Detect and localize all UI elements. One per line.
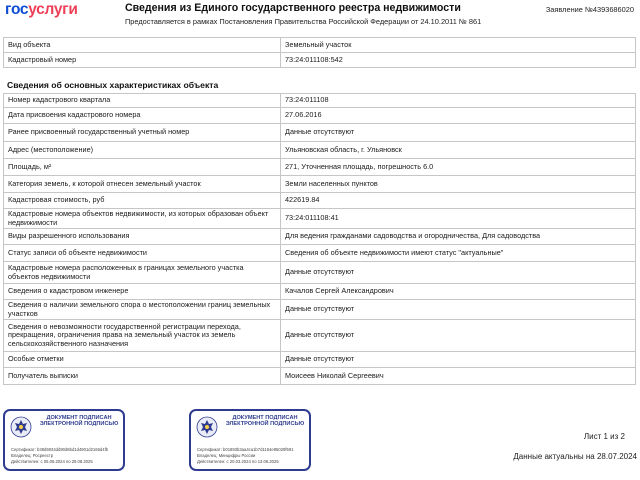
coat-of-arms-icon	[10, 416, 32, 438]
signature-stamp-mintsifry	[189, 409, 311, 471]
table-row	[4, 38, 636, 53]
field-value: Для ведения гражданами садоводства и огородничества, Для садоводства	[281, 229, 636, 245]
page-number: Лист 1 из 2	[583, 432, 625, 441]
table-row	[4, 108, 636, 124]
field-value: Земельный участок	[281, 38, 636, 53]
signature-stamp-rosreestr	[3, 409, 125, 471]
coat-of-arms-icon	[196, 416, 218, 438]
field-value: Моисеев Николай Сергеевич	[281, 368, 636, 385]
field-label: Ранее присвоенный государственный учетный номер	[4, 124, 281, 142]
table-row	[4, 209, 636, 229]
document-title: Сведения из Единого государственного реестра недвижимости	[125, 2, 461, 14]
table-row	[4, 262, 636, 284]
field-value: Земли населенных пунктов	[281, 176, 636, 193]
field-value: Ульяновская область, г. Ульяновск	[281, 142, 636, 159]
characteristics-table	[3, 93, 636, 385]
section-title: Сведения об основных характеристиках объекта	[7, 80, 219, 90]
table-row	[4, 284, 636, 300]
field-label: Кадастровые номера расположенных в границах земельного участка объектов недвижимости	[4, 262, 281, 284]
table-row	[4, 94, 636, 108]
field-label: Виды разрешенного использования	[4, 229, 281, 245]
gosuslugi-logo: госуслуги	[5, 1, 78, 18]
field-label: Сведения о кадастровом инженере	[4, 284, 281, 300]
field-value: 73:24:011108	[281, 94, 636, 108]
field-label: Сведения о невозможности государственной регистрации перехода, прекращения, ограничения права на земельный участок из земель сельскохозяйственного назначения	[4, 320, 281, 352]
field-label: Кадастровая стоимость, руб	[4, 193, 281, 209]
field-label: Кадастровые номера объектов недвижимости, из которых образован объект недвижимости	[4, 209, 281, 229]
field-value: 27.06.2016	[281, 108, 636, 124]
table-row	[4, 124, 636, 142]
stamp-owner: Владелец: Минцифры России	[197, 453, 256, 458]
field-label: Площадь, м²	[4, 159, 281, 176]
field-value: 271, Уточненная площадь, погрешность 6.0	[281, 159, 636, 176]
field-label: Сведения о наличии земельного спора о местоположении границ земельных участков	[4, 300, 281, 320]
table-row	[4, 53, 636, 68]
field-label: Кадастровый номер	[4, 53, 281, 68]
field-value: Сведения об объекте недвижимости имеют статус "актуальные"	[281, 245, 636, 262]
table-row	[4, 368, 636, 385]
table-row	[4, 229, 636, 245]
field-label: Особые отметки	[4, 352, 281, 368]
field-value: Данные отсутствуют	[281, 320, 636, 352]
table-row	[4, 142, 636, 159]
document-header	[0, 0, 640, 30]
stamp-heading: ДОКУМЕНТ ПОДПИСАН ЭЛЕКТРОННОЙ ПОДПИСЬЮ	[39, 415, 119, 428]
field-value: Данные отсутствуют	[281, 124, 636, 142]
document-subtitle: Предоставляется в рамках Постановления Правительства Российской Федерации от 24.10.2011 № 861	[125, 17, 482, 26]
object-table	[3, 37, 636, 68]
statement-number: Заявление №4393686020	[545, 5, 634, 14]
stamp-certificate: Сертификат: b01893b3aa4ca1b7d1164e95029f591	[197, 447, 294, 452]
stamp-heading: ДОКУМЕНТ ПОДПИСАН ЭЛЕКТРОННОЙ ПОДПИСЬЮ	[225, 415, 305, 428]
field-value: Качалов Сергей Александрович	[281, 284, 636, 300]
stamp-owner: Владелец: Росреестр	[11, 453, 54, 458]
field-label: Номер кадастрового квартала	[4, 94, 281, 108]
table-row	[4, 159, 636, 176]
field-value: Данные отсутствуют	[281, 300, 636, 320]
field-value: 73:24:011108:542	[281, 53, 636, 68]
table-row	[4, 176, 636, 193]
data-actuality-date: Данные актуальны на 28.07.2024	[513, 452, 637, 461]
table-row	[4, 245, 636, 262]
stamp-validity: Действителен: с 20.03.2024 по 13.06.2025	[197, 459, 279, 464]
table-row	[4, 193, 636, 209]
stamp-validity: Действителен: с 05.06.2024 по 29.08.2025	[11, 459, 93, 464]
field-label: Дата присвоения кадастрового номера	[4, 108, 281, 124]
table-row	[4, 300, 636, 320]
field-label: Адрес (местоположение)	[4, 142, 281, 159]
field-label: Статус записи об объекте недвижимости	[4, 245, 281, 262]
table-row	[4, 352, 636, 368]
stamp-certificate: Сертификат: b38d5934dd90d8bd1d4901d2166d4fb	[11, 447, 109, 452]
field-value: Данные отсутствуют	[281, 262, 636, 284]
field-value: 73:24:011108:41	[281, 209, 636, 229]
field-value: 422619.84	[281, 193, 636, 209]
field-label: Вид объекта	[4, 38, 281, 53]
field-label: Категория земель, к которой отнесен земельный участок	[4, 176, 281, 193]
field-value: Данные отсутствуют	[281, 352, 636, 368]
field-label: Получатель выписки	[4, 368, 281, 385]
table-row	[4, 320, 636, 352]
